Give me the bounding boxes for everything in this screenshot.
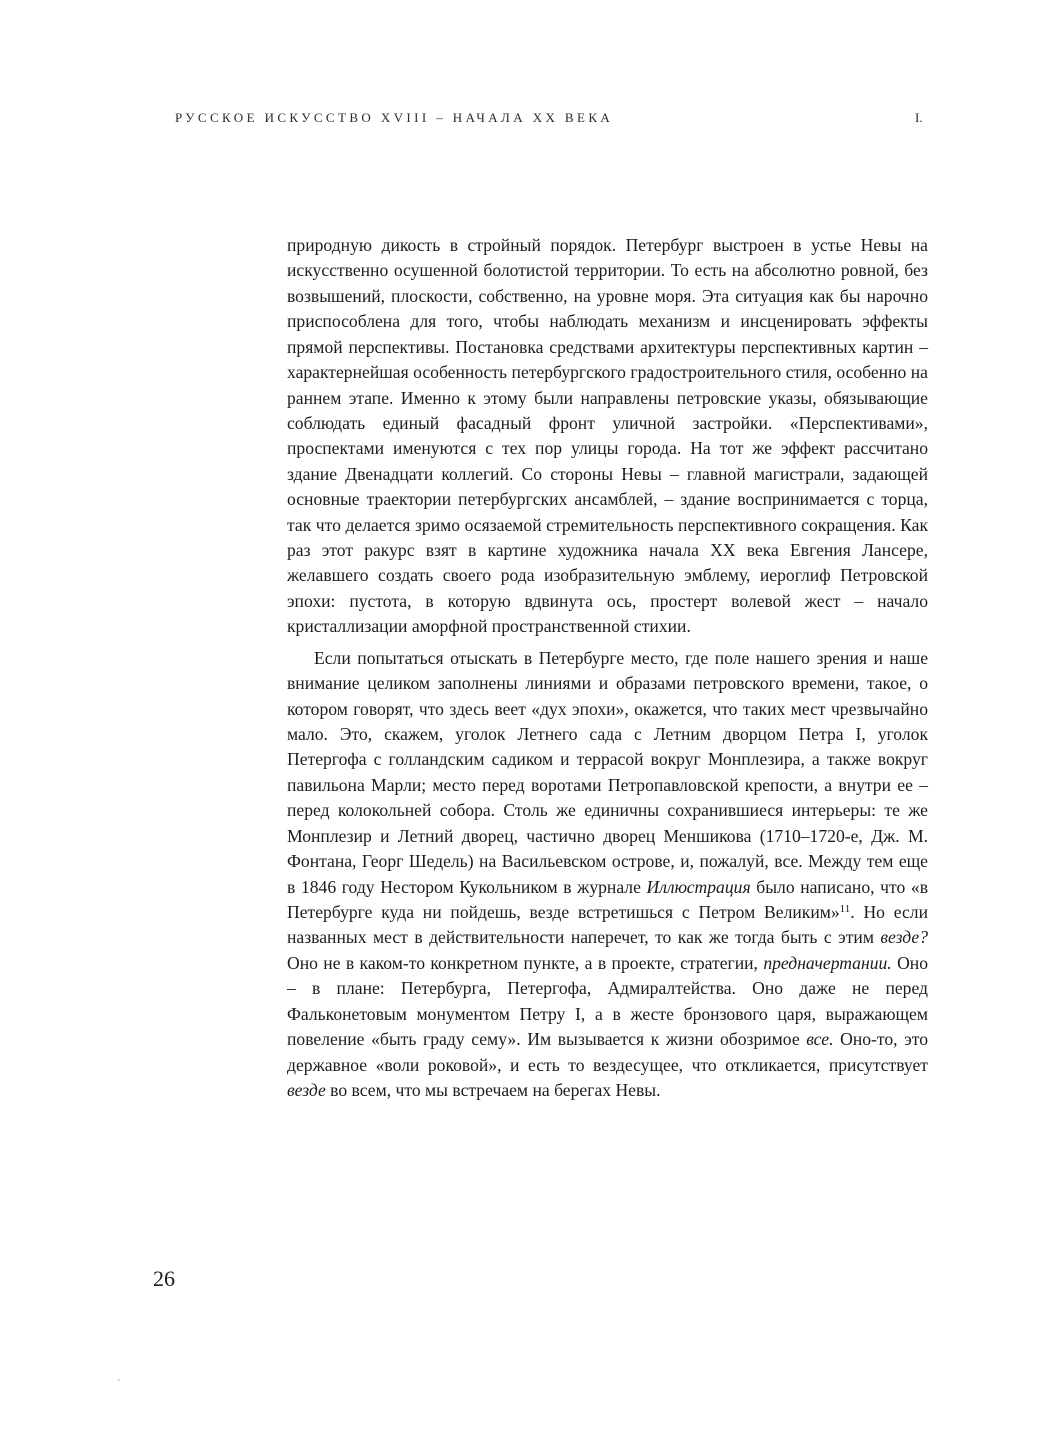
paragraph-2-text-d: Оно не в каком-то конкретном пункте, а в проекте, стратегии,	[287, 952, 764, 973]
journal-title: Иллюстрация	[646, 876, 751, 897]
paragraph-2-text-e: Оно – в плане: Петербурга, Петергофа, Адмиралтейства. Оно даже не перед Фальконетовым монументом Петру I, а в жесте бронзового царя, выражающем повеление «быть граду сему». Им вызывается к жизни обозримое	[287, 952, 928, 1050]
scan-artifact: '	[118, 1378, 120, 1389]
emphasis-prednachertanii: предначертании.	[763, 952, 892, 973]
paragraph-2-text-c: . Но если названных мест в действительности наперечет, то как же тогда быть с этим	[287, 901, 928, 948]
body-text	[287, 233, 928, 1103]
running-header: РУССКОЕ ИСКУССТВО XVIII – НАЧАЛА XX ВЕКА	[175, 110, 614, 125]
paragraph-2-text-b: было написано, что «в Петербурге куда ни пойдешь, везде встретишься с Петром Великим»	[287, 876, 928, 922]
emphasis-vezde-2: везде	[287, 1079, 326, 1100]
paragraph-2-text-g: во всем, что мы встречаем на берегах Невы.	[325, 1079, 661, 1100]
emphasis-vse: все.	[806, 1029, 834, 1050]
paragraph-1: природную дикость в стройный порядок. Петербург выстроен в устье Невы на искусственно осушенной болотистой территории. То есть на абсолютно ровной, без возвышений, плоскости, собственно, на уровне моря. Эта ситуация как бы нарочно приспособлена для того, чтобы наблюдать механизм и инсценировать эффекты прямой перспективы. Постановка средствами архитектуры перспективных картин – характернейшая особенность петербургского градостроительного стиля, особенно на раннем этапе. Именно к этому были направлены петровские указы, обязывающие соблюдать единый фасадный фронт уличной застройки. «Перспективами», проспектами именуются с тех пор улицы города. На тот же эффект рассчитано здание Двенадцати коллегий. Со стороны Невы – главной магистрали, задающей основные траектории петербургских ансамблей, – здание воспринимается с торца, так что делается зримо осязаемой стремительность перспективного сокращения. Как раз этот ракурс взят в картине художника начала XX века Евгения Лансере, желавшего создать своего рода изобразительную эмблему, иероглиф Петровской эпохи: пустота, в которую вдвинута ось, простерт волевой жест – начало кристаллизации аморфной пространственной стихии.	[287, 235, 928, 637]
paragraph-2-text-a: Если попытаться отыскать в Петербурге место, где поле нашего зрения и наше внимание целиком заполнены линиями и образами петровского времени, такое, о котором говорят, что здесь веет «дух эпохи», окажется, что таких мест чрезвычайно мало. Это, скажем, уголок Летнего сада с Летним дворцом Петра I, уголок Петергофа с голландским садиком и террасой вокруг Монплезира, а также вокруг павильона Марли; место перед воротами Петропавловской крепости, а внутри ее – перед колокольней собора. Столь же единичны сохранившиеся интерьеры: те же Монплезир и Летний дворец, частично дворец Меншикова (1710–1720-е, Дж. М. Фонтана, Георг Шедель) на Васильевском острове, и, пожалуй, все. Между тем еще в 1846 году Нестором Кукольником в журнале	[287, 647, 928, 897]
footnote-ref[interactable]: 11	[839, 902, 851, 915]
emphasis-vezde-1: везде?	[880, 927, 928, 948]
page-number: 26	[153, 1266, 175, 1291]
paragraph-2	[287, 646, 928, 1104]
section-number: I.	[915, 110, 923, 125]
paragraph-2-text-f: Оно-то, это державное «воли роковой», и есть то вездесущее, что откликается, присутствует	[287, 1029, 929, 1075]
